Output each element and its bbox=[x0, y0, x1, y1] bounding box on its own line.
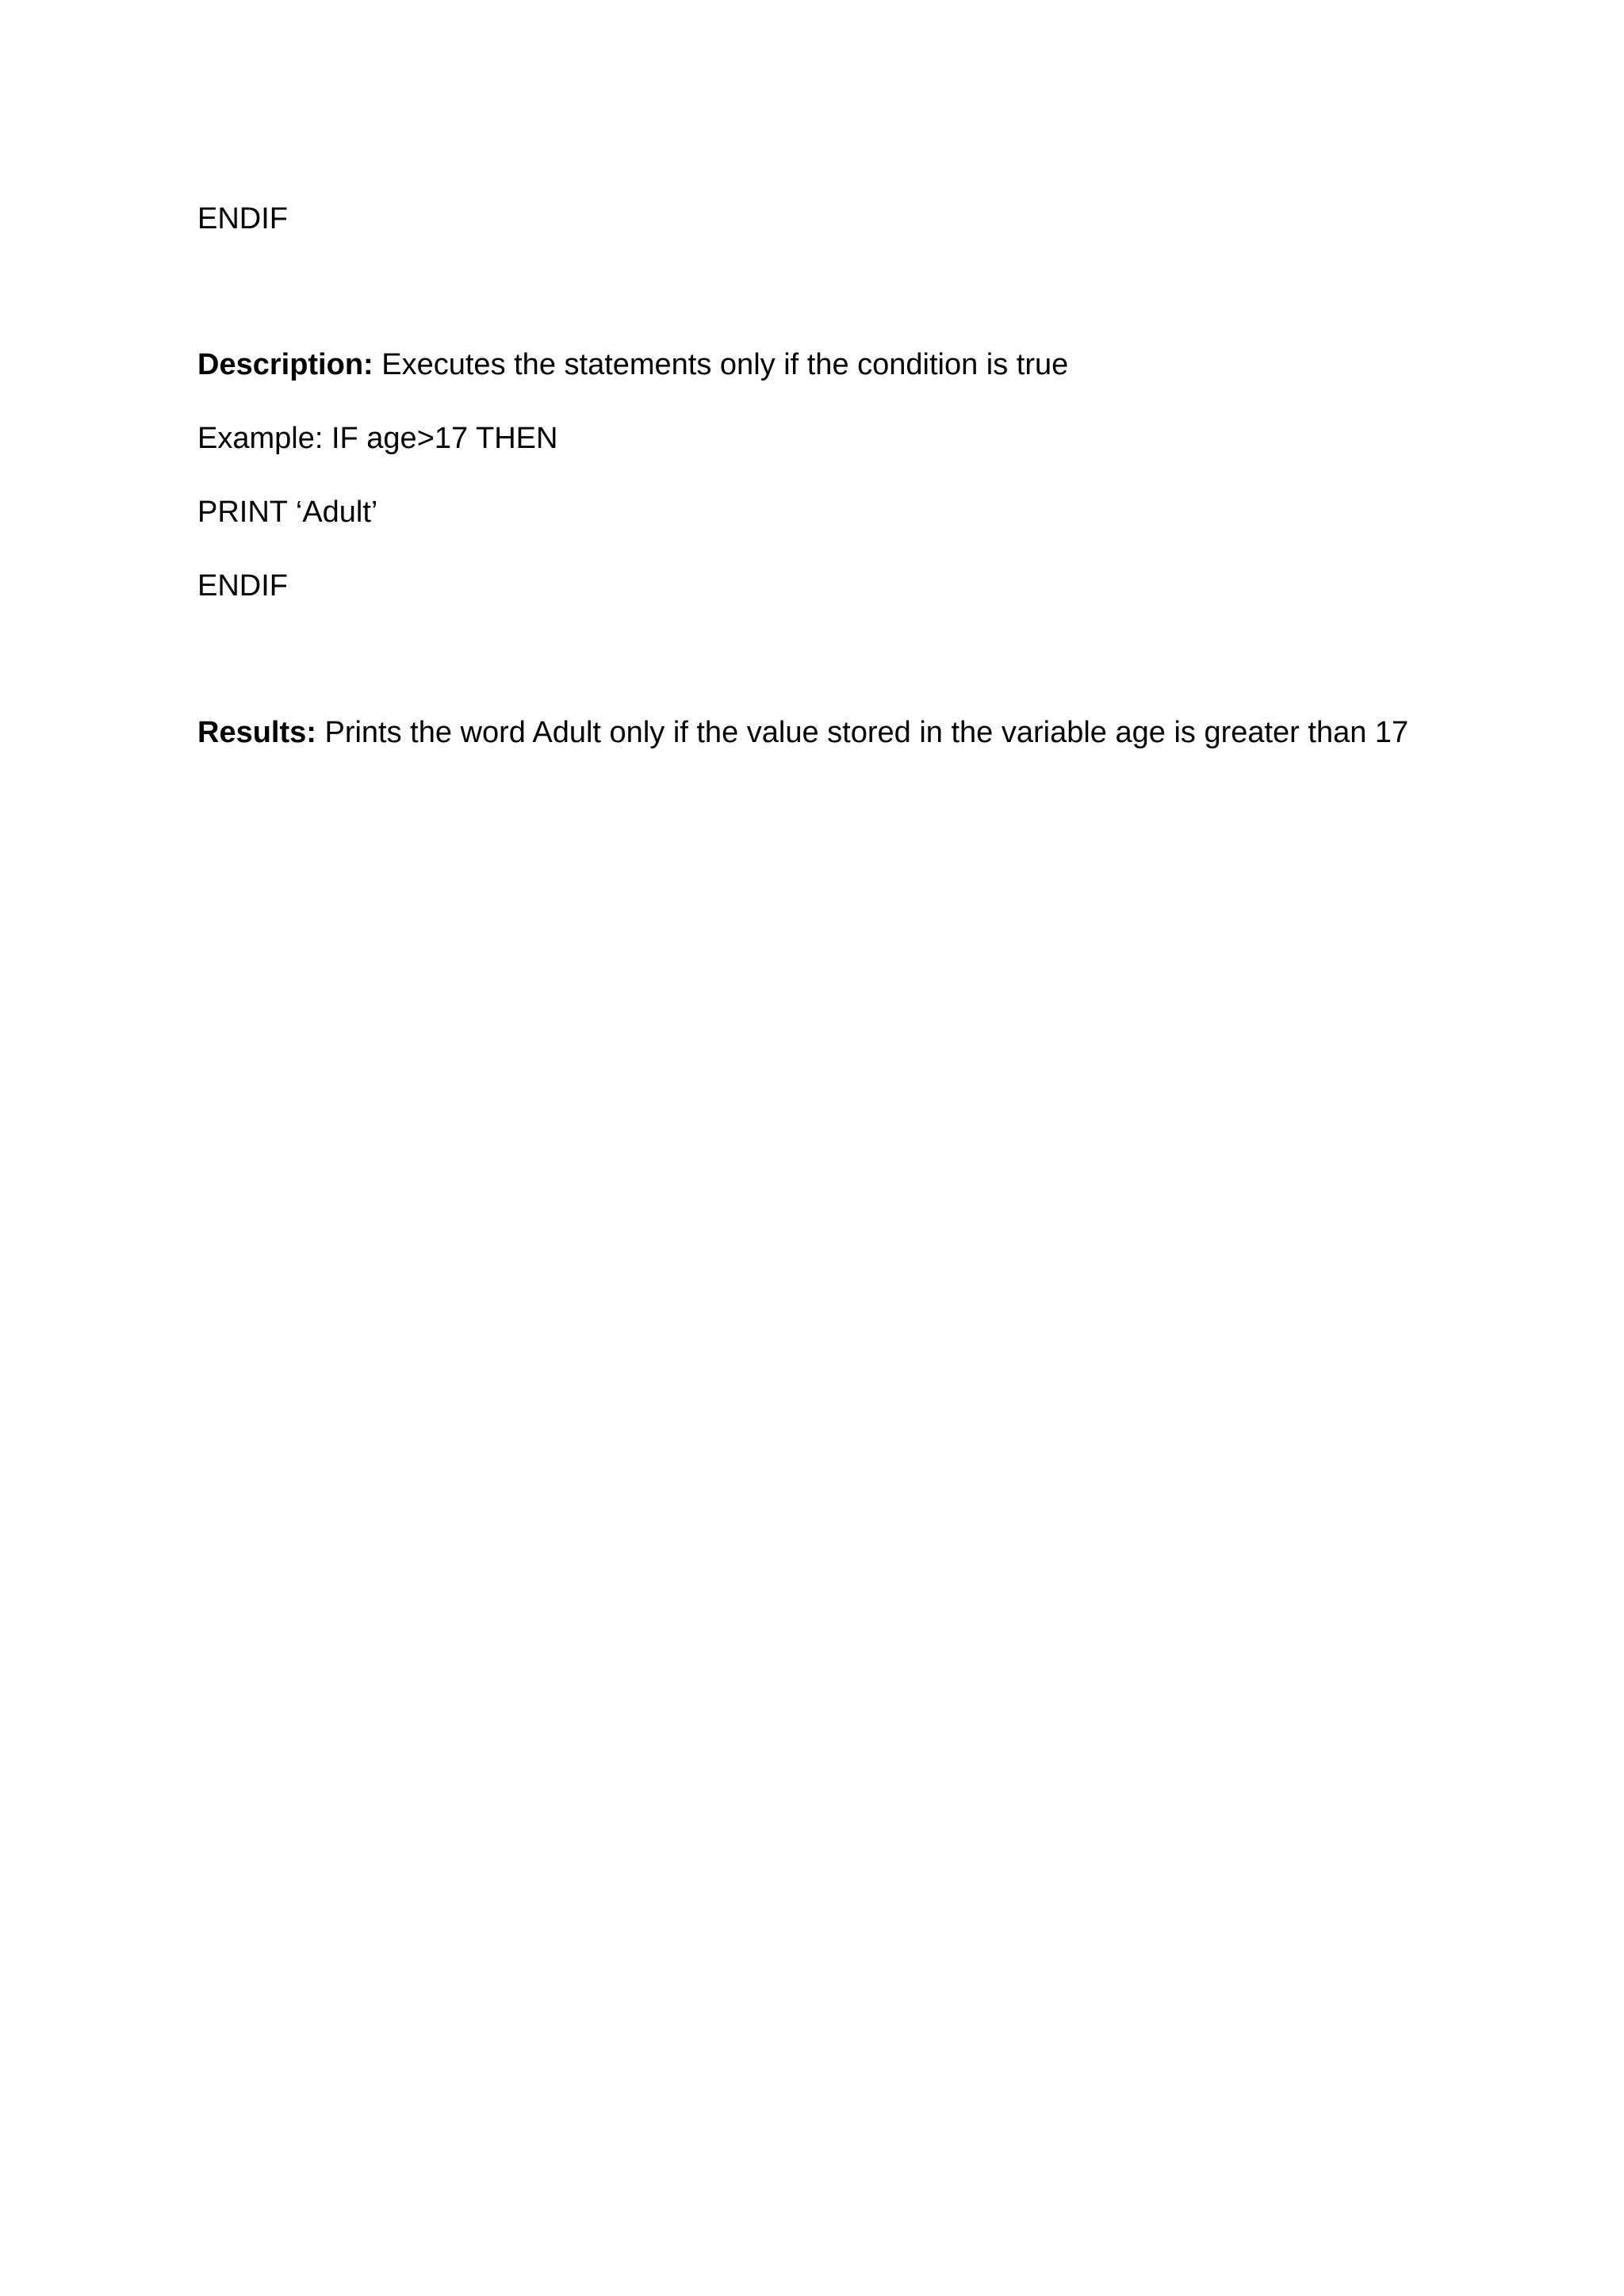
print-line: PRINT ‘Adult’ bbox=[197, 496, 378, 529]
description-label: Description: bbox=[197, 348, 373, 381]
results-text: Prints the word Adult only if the value stored in the variable age is greater than 17 bbox=[316, 716, 1409, 749]
results-paragraph bbox=[197, 714, 1408, 752]
results-label: Results: bbox=[197, 716, 316, 749]
example-line: Example: IF age>17 THEN bbox=[197, 422, 558, 455]
description-paragraph bbox=[197, 346, 1068, 384]
description-text: Executes the statements only if the condition is true bbox=[373, 348, 1069, 381]
endif-line-top: ENDIF bbox=[197, 202, 288, 235]
endif-line: ENDIF bbox=[197, 569, 288, 603]
